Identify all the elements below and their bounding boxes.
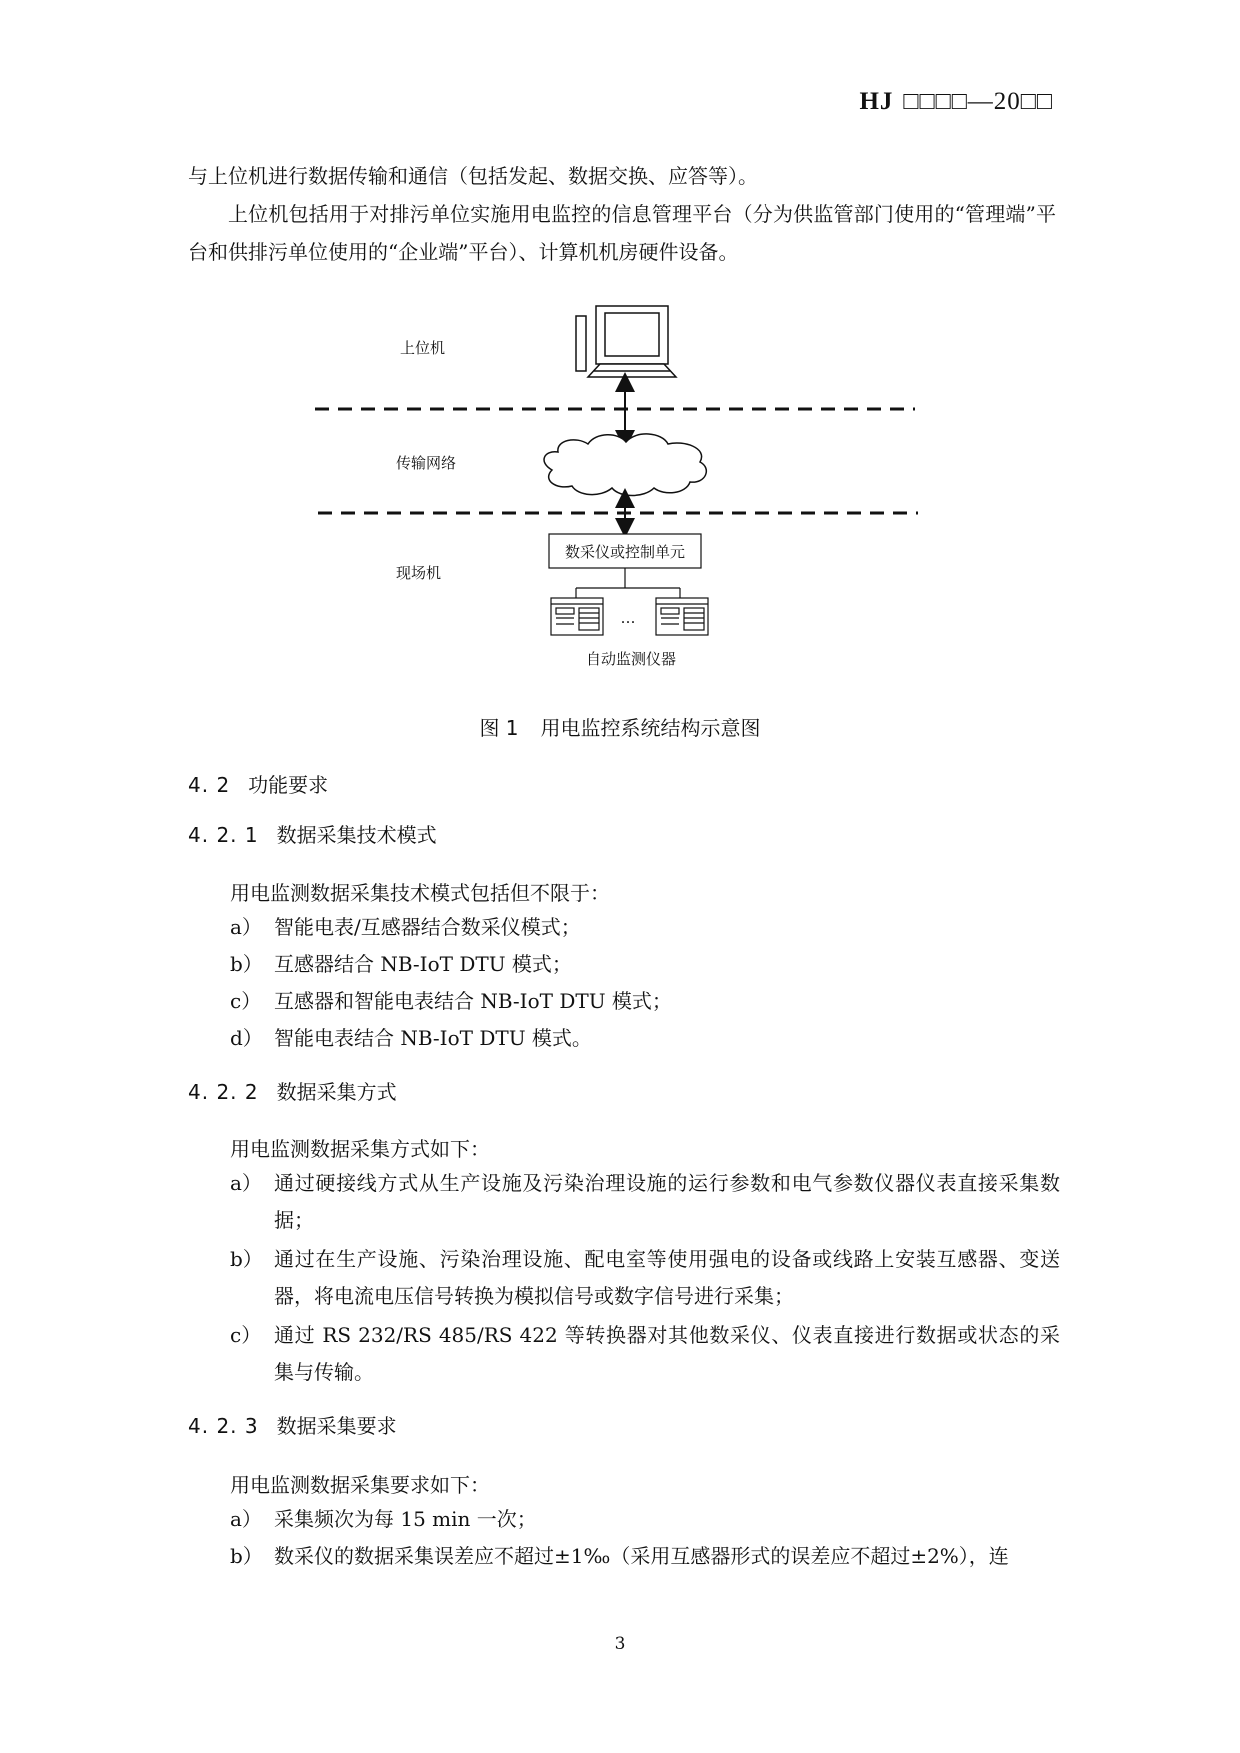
list-marker: c） xyxy=(230,1323,262,1347)
section-heading-4-2-1 xyxy=(188,819,437,848)
list-text: 通过硬接线方式从生产设施及污染治理设施的运行参数和电气参数仪器仪表直接采集数据； xyxy=(274,1171,1060,1232)
section-number: 4. 2 xyxy=(188,773,231,797)
section-intro: 用电监测数据采集技术模式包括但不限于： xyxy=(230,881,610,905)
figure-title: 用电监控系统结构示意图 xyxy=(540,716,761,740)
list-text: 数采仪的数据采集误差应不超过±1‰（采用互感器形式的误差应不超过±2%），连 xyxy=(274,1544,1009,1568)
list-marker: c） xyxy=(230,989,262,1013)
page-number: 3 xyxy=(614,1634,626,1654)
list-item xyxy=(230,1501,1060,1538)
list-item xyxy=(230,1538,1060,1575)
list-marker: a） xyxy=(230,1507,262,1531)
section-intro: 用电监测数据采集要求如下： xyxy=(230,1473,490,1497)
list-text: 智能电表结合 NB-IoT DTU 模式。 xyxy=(274,1026,592,1050)
cloud-icon xyxy=(544,434,706,496)
computer-icon xyxy=(576,306,676,377)
list-marker: d） xyxy=(230,1026,263,1050)
system-structure-diagram xyxy=(0,0,1240,700)
section-intro: 用电监测数据采集方式如下： xyxy=(230,1137,490,1161)
section-heading-4-2-3 xyxy=(188,1410,397,1439)
section-number: 4. 2. 3 xyxy=(188,1414,259,1438)
intro-paragraph-2: 上位机包括用于对排污单位实施用电监控的信息管理平台（分为供监管部门使用的“管理端”平台和供排污单位使用的“企业端”平台）、计算机机房硬件设备。 xyxy=(188,202,1056,264)
list-text: 通过在生产设施、污染治理设施、配电室等使用强电的设备或线路上安装互感器、变送器，将电流电压信号转换为模拟信号或数字信号进行采集； xyxy=(274,1247,1060,1308)
list-marker: b） xyxy=(230,952,263,976)
list-text: 互感器和智能电表结合 NB-IoT DTU 模式； xyxy=(274,989,672,1013)
section-title: 数据采集要求 xyxy=(276,1414,397,1438)
section-title: 功能要求 xyxy=(248,773,329,797)
section-title: 数据采集方式 xyxy=(276,1080,397,1104)
list-text: 智能电表/互感器结合数采仪模式； xyxy=(274,915,581,939)
list-item xyxy=(230,983,1060,1020)
layer-label-network: 传输网络 xyxy=(396,454,457,472)
instrument-icon-right xyxy=(656,598,708,635)
section-title: 数据采集技术模式 xyxy=(276,823,437,847)
list-marker: b） xyxy=(230,1247,263,1271)
section-number: 4. 2. 2 xyxy=(188,1080,259,1104)
instruments-label: 自动监测仪器 xyxy=(585,650,677,668)
connector-lines xyxy=(576,568,680,598)
controller-box-label: 数采仪或控制单元 xyxy=(564,543,686,561)
figure-number: 图 1 xyxy=(479,716,519,740)
list-item xyxy=(230,1241,1060,1315)
list-text: 采集频次为每 15 min 一次； xyxy=(274,1507,537,1531)
standard-number: □□□□—20□□ xyxy=(903,88,1053,115)
list-text: 互感器结合 NB-IoT DTU 模式； xyxy=(274,952,572,976)
instrument-ellipsis: … xyxy=(620,609,636,627)
list-item xyxy=(230,1317,1060,1391)
list-text: 通过 RS 232/RS 485/RS 422 等转换器对其他数采仪、仪表直接进行数据或状态的采集与传输。 xyxy=(274,1323,1060,1384)
standard-code: HJ xyxy=(859,88,894,115)
section-heading-4-2 xyxy=(188,769,328,798)
list-item xyxy=(230,1165,1060,1239)
layer-label-host: 上位机 xyxy=(400,339,446,357)
section-number: 4. 2. 1 xyxy=(188,823,259,847)
figure-caption xyxy=(0,712,1240,741)
list-marker: a） xyxy=(230,915,262,939)
list-marker: b） xyxy=(230,1544,263,1568)
instrument-icon-left xyxy=(551,598,603,635)
list-item xyxy=(230,1020,1060,1057)
intro-paragraph-1: 与上位机进行数据传输和通信（包括发起、数据交换、应答等）。 xyxy=(188,164,758,188)
section-heading-4-2-2 xyxy=(188,1076,397,1105)
list-marker: a） xyxy=(230,1171,262,1195)
list-item xyxy=(230,946,1060,983)
list-item xyxy=(230,909,1060,946)
layer-label-field: 现场机 xyxy=(396,564,442,582)
